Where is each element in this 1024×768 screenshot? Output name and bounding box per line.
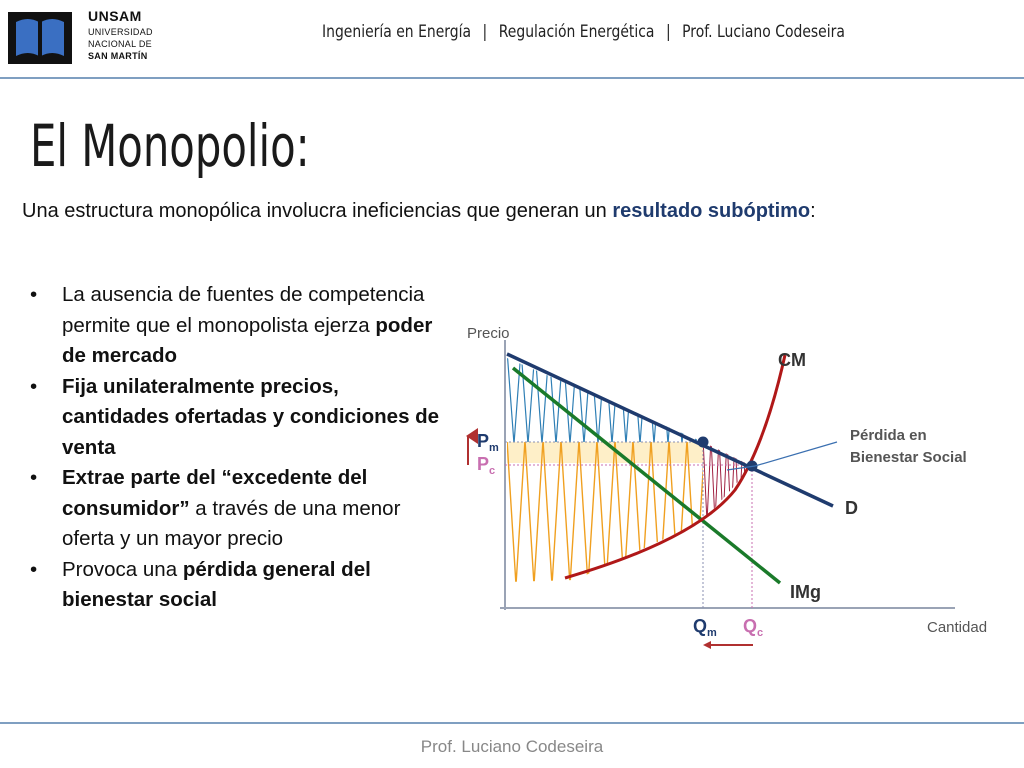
- qm-sub: m: [707, 627, 717, 639]
- nav-separator: |: [482, 22, 488, 42]
- monopoly-diagram: [455, 310, 1015, 655]
- bullet-item: [30, 555, 450, 616]
- slide-subtitle: [22, 200, 816, 223]
- img-label: IMg: [790, 582, 821, 602]
- pm-main: P: [477, 431, 490, 451]
- subtitle-text: Una estructura monopólica involucra ineficiencias que generan un: [22, 200, 613, 222]
- bullet-text: Extrae parte del “excedente del consumidor”: [62, 466, 368, 520]
- bullet-dot-icon: •: [30, 283, 38, 306]
- bullet-dot-icon: •: [30, 466, 38, 489]
- header: [0, 0, 1024, 78]
- nav-separator: |: [665, 22, 671, 42]
- bullet-text: pérdida general del bienestar social: [62, 557, 371, 611]
- bullet-dot-icon: •: [30, 557, 38, 581]
- logo-name: UNSAM: [88, 8, 142, 24]
- logo-line-3: SAN MARTÍN: [88, 51, 148, 61]
- logo-text: [88, 10, 153, 62]
- d-label: D: [845, 498, 858, 518]
- pm-label: [477, 431, 499, 454]
- y-axis-label: Precio: [467, 325, 510, 342]
- bullet-item: [30, 280, 450, 372]
- header-nav: [322, 22, 845, 42]
- header-divider: [0, 77, 1024, 79]
- annotation-pointer-line: [755, 442, 837, 466]
- bullet-list: [30, 280, 450, 616]
- annotation-line-1: Pérdida en: [850, 427, 927, 444]
- qc-label: [743, 616, 763, 639]
- logo-line-1: UNIVERSIDAD: [88, 27, 153, 37]
- cm-label: CM: [778, 350, 806, 370]
- bullet-item: [30, 372, 450, 464]
- bullet-text: Provoca una: [62, 557, 183, 581]
- bullet-item: [30, 463, 450, 555]
- demand-curve: [507, 354, 833, 506]
- transferred-surplus-area: [507, 440, 705, 585]
- bullet-text: La ausencia de fuentes de competencia permite que el monopolista ejerza: [62, 283, 425, 337]
- bullet-text: poder de mercado: [62, 313, 433, 367]
- pm-sub: m: [489, 442, 499, 454]
- bullet-dot-icon: •: [30, 374, 38, 398]
- deadweight-loss-label: [850, 427, 967, 466]
- qc-sub: c: [757, 627, 764, 639]
- nav-subject: Regulación Energética: [498, 22, 655, 42]
- logo-line-2: NACIONAL DE: [88, 39, 152, 49]
- qc-main: Q: [743, 616, 758, 636]
- footer-divider: [0, 722, 1024, 724]
- pc-main: P: [477, 454, 490, 474]
- footer-text: Prof. Luciano Codeseira: [420, 737, 604, 756]
- qm-label: [693, 616, 717, 639]
- nav-professor: Prof. Luciano Codeseira: [682, 22, 845, 42]
- qm-main: Q: [693, 616, 708, 636]
- quantity-arrow-head: [703, 641, 711, 649]
- pc-label: [477, 454, 495, 477]
- unsam-logo-icon: [8, 10, 72, 68]
- pc-sub: c: [489, 465, 496, 477]
- bullet-text: Fija unilateralmente precios, cantidades ofertadas y condiciones de venta: [62, 374, 440, 459]
- x-axis-label: Cantidad: [927, 619, 988, 636]
- annotation-line-2: Bienestar Social: [850, 449, 967, 466]
- monopoly-point: [698, 437, 709, 448]
- subtitle-highlight: resultado subóptimo: [612, 200, 811, 222]
- bullet-text: a través de una menor oferta y un mayor precio: [62, 496, 401, 550]
- nav-course: Ingeniería en Energía: [322, 22, 472, 42]
- slide-title: El Monopolio:: [30, 112, 310, 180]
- subtitle-end: :: [810, 200, 816, 222]
